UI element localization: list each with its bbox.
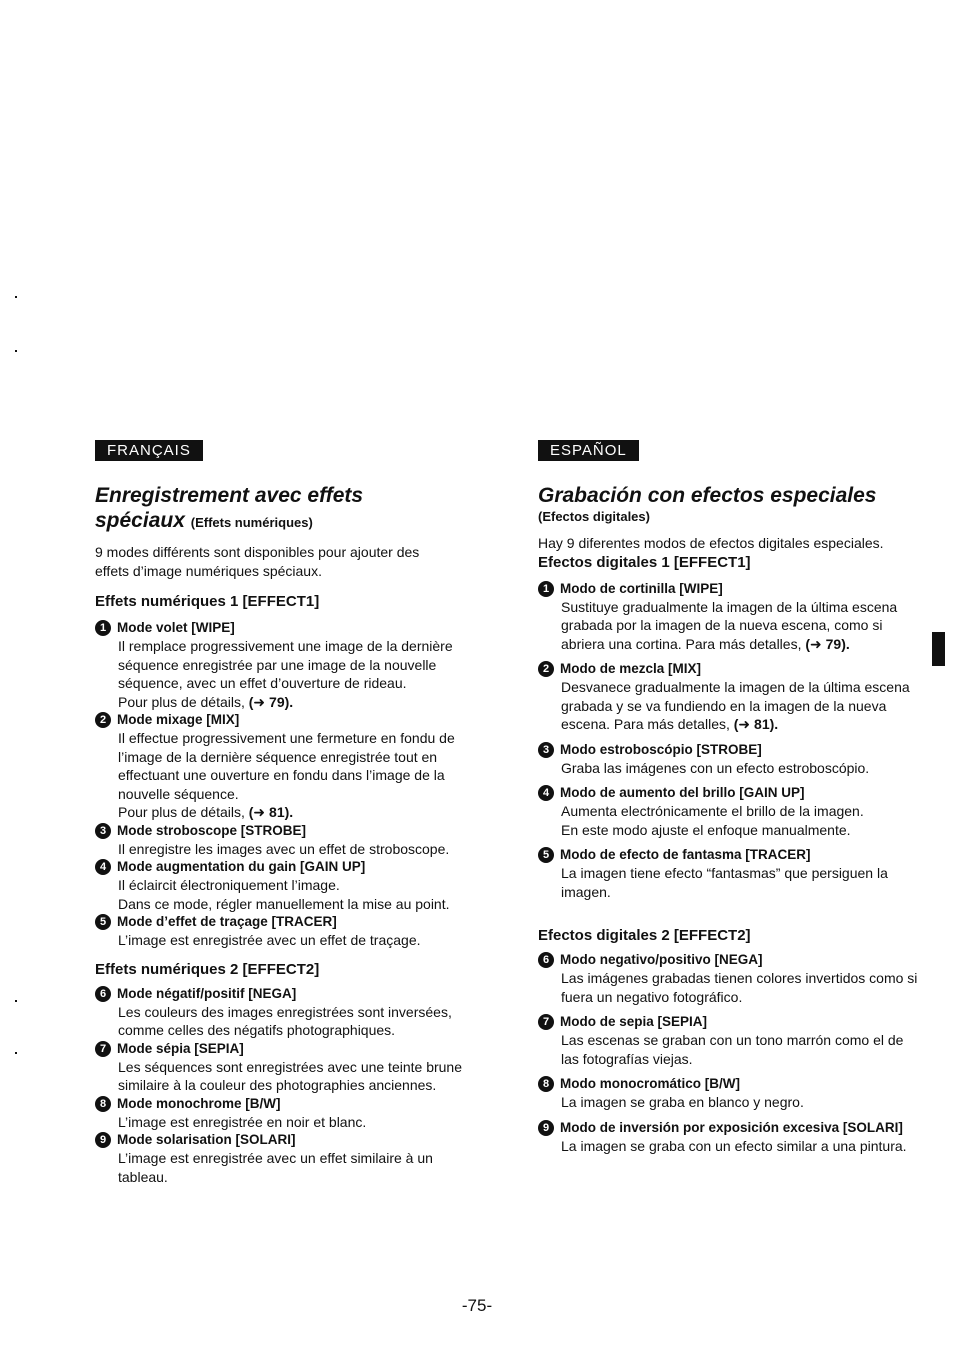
page-title-spanish: Grabación con efectos especiales — [538, 484, 877, 507]
list-item — [95, 822, 485, 859]
item-body-text — [118, 729, 485, 803]
body-text: L’image est enregistrée avec un effet similaire à un tableau. — [118, 1150, 433, 1185]
body-text: Les séquences sont enregistrées avec une teinte brune similaire à la couleur des photographies anciennes. — [118, 1058, 463, 1093]
reference-text: Pour plus de détails, — [118, 804, 249, 820]
body-text: Aumenta electrónicamente el brillo de la imagen. — [561, 803, 864, 819]
item-body-text — [561, 1093, 923, 1112]
page-reference: (➜ 81). — [733, 716, 779, 732]
item-heading — [538, 1013, 923, 1031]
list-item — [95, 1131, 485, 1186]
number-circle-icon: 6 — [95, 986, 111, 1002]
item-title: Modo negativo/positivo [NEGA] — [560, 952, 763, 967]
item-body-text — [118, 931, 485, 950]
item-description — [118, 876, 485, 913]
body-text: Graba las imágenes con un efecto estroboscópio. — [561, 759, 870, 776]
list-item — [538, 951, 923, 1006]
section-heading-effect1: Efectos digitales 1 [EFFECT1] — [538, 553, 751, 571]
number-circle-icon: 8 — [95, 1096, 111, 1112]
item-heading — [95, 1095, 485, 1113]
margin-dot — [15, 1052, 17, 1054]
item-description — [561, 1137, 923, 1156]
number-circle-icon: 2 — [538, 661, 554, 677]
item-title: Modo de inversión por exposición excesiva [SOLARI] — [560, 1119, 903, 1135]
list-item — [538, 846, 923, 901]
section-heading-effect1: Effets numériques 1 [EFFECT1] — [95, 593, 320, 610]
item-description — [118, 637, 485, 711]
page-reference: (➜ 81). — [248, 804, 294, 820]
item-body-text — [118, 1113, 485, 1132]
item-body-text — [561, 864, 923, 901]
item-heading — [538, 951, 923, 969]
body-text: Las imágenes grabadas tienen colores invertidos como si fuera un negativo fotográfico. — [561, 970, 918, 1005]
item-body-text — [118, 1058, 485, 1095]
number-circle-icon: 7 — [95, 1041, 111, 1057]
item-title: Mode augmentation du gain [GAIN UP] — [117, 859, 366, 874]
item-title: Modo de sepia [SEPIA] — [560, 1014, 708, 1029]
number-circle-icon: 2 — [95, 712, 111, 728]
body-text: Il remplace progressivement une image de la dernière séquence enregistrée par une image de la nouvelle séquence, avec un effet d’ouverture de rideau. — [118, 638, 453, 691]
item-body-text — [561, 969, 923, 1006]
item-body-text — [561, 598, 923, 654]
item-description — [118, 1003, 485, 1040]
margin-dot — [15, 296, 17, 298]
item-title: Modo de cortinilla [WIPE] — [560, 580, 723, 596]
item-title: Mode monochrome [B/W] — [117, 1095, 281, 1111]
list-item — [95, 711, 485, 822]
item-title: Modo de efecto de fantasma [TRACER] — [560, 847, 811, 862]
list-item — [95, 1095, 485, 1132]
number-circle-icon: 1 — [95, 620, 111, 636]
intro-text: 9 modes différents sont disponibles pour ajouter des effets d’image numériques spéciaux. — [95, 544, 420, 579]
number-circle-icon: 3 — [538, 742, 554, 758]
item-description — [118, 840, 485, 859]
list-item — [538, 784, 923, 839]
item-title: Mode stroboscope [STROBE] — [117, 822, 307, 838]
body-text: La imagen se graba en blanco y negro. — [561, 1094, 804, 1110]
item-body-text — [561, 1137, 923, 1156]
body-text: Las escenas se graban con un tono marrón como el de las fotografías viejas. — [561, 1032, 904, 1067]
page-title-french — [95, 483, 485, 535]
item-body-note: En este modo ajuste el enfoque manualmente. — [561, 821, 851, 838]
item-title: Modo estroboscópio [STROBE] — [560, 741, 762, 757]
item-heading — [95, 985, 485, 1003]
item-heading — [538, 741, 923, 759]
item-heading — [538, 784, 923, 802]
item-heading — [538, 580, 923, 598]
item-heading — [538, 1075, 923, 1093]
item-body-text — [118, 637, 485, 693]
number-circle-icon: 1 — [538, 581, 554, 597]
list-item — [538, 1013, 923, 1068]
list-item — [95, 1040, 485, 1095]
number-circle-icon: 5 — [95, 914, 111, 930]
reference-line — [118, 803, 485, 822]
number-circle-icon: 6 — [538, 952, 554, 968]
item-description — [561, 864, 923, 901]
number-circle-icon: 8 — [538, 1076, 554, 1092]
number-circle-icon: 7 — [538, 1014, 554, 1030]
number-circle-icon: 9 — [538, 1120, 554, 1136]
number-circle-icon: 9 — [95, 1132, 111, 1148]
body-text: L’image est enregistrée en noir et blanc. — [118, 1113, 367, 1130]
item-body-text — [561, 802, 923, 821]
item-heading — [95, 858, 485, 876]
item-description — [561, 1031, 923, 1068]
item-body-text — [118, 876, 485, 895]
spanish-column — [538, 440, 923, 1162]
section-heading-effect2: Efectos digitales 2 [EFFECT2] — [538, 927, 751, 944]
item-description — [118, 1058, 485, 1095]
effect2-list — [538, 951, 923, 1155]
list-item — [538, 660, 923, 734]
item-heading — [538, 846, 923, 864]
intro-text: Hay 9 diferentes modos de efectos digitales especiales. — [538, 535, 884, 551]
title-subtitle: (Efectos digitales) — [538, 509, 650, 524]
item-heading — [95, 1131, 485, 1149]
list-item — [538, 1119, 923, 1156]
effect1-list — [538, 580, 923, 902]
margin-dot — [15, 1000, 17, 1002]
list-item — [95, 619, 485, 711]
language-tab-french: FRANÇAIS — [95, 440, 203, 461]
item-description — [561, 1093, 923, 1112]
item-heading — [95, 711, 485, 729]
item-body-text — [561, 678, 923, 734]
item-heading — [538, 660, 923, 678]
item-body-text — [118, 1003, 485, 1040]
item-title: Mode mixage [MIX] — [117, 712, 240, 727]
item-heading — [95, 1040, 485, 1058]
item-title: Modo de aumento del brillo [GAIN UP] — [560, 785, 805, 800]
item-description — [561, 802, 923, 839]
body-text: La imagen se graba con un efecto similar a una pintura. — [561, 1137, 907, 1154]
page-reference: (➜ 79). — [805, 635, 850, 652]
body-text: Sustituye gradualmente la imagen de la última escena grabada por la imagen de la nueva escena, como si abriera una cortina. Para más detalles, — [561, 598, 898, 652]
page-reference: (➜ 79). — [248, 693, 294, 710]
item-heading — [538, 1119, 923, 1137]
item-description — [561, 678, 923, 734]
number-circle-icon: 4 — [538, 785, 554, 801]
item-body-text — [118, 1149, 485, 1186]
title-subtitle: (Effets numériques) — [190, 515, 313, 530]
item-description — [118, 729, 485, 822]
item-description — [118, 931, 485, 950]
item-description — [561, 598, 923, 654]
page-number: -75- — [461, 1296, 493, 1315]
item-description — [561, 969, 923, 1006]
language-tab-spanish: ESPAÑOL — [538, 440, 639, 461]
list-item — [538, 580, 923, 654]
item-description — [118, 1149, 485, 1186]
margin-dot — [15, 350, 17, 352]
list-item — [95, 913, 485, 950]
list-item — [538, 741, 923, 778]
body-text: Il enregistre les images avec un effet de stroboscope. — [118, 840, 450, 857]
item-title: Mode sépia [SEPIA] — [117, 1040, 244, 1056]
item-heading — [95, 619, 485, 637]
body-text: Il éclaircit électroniquement l’image. — [118, 877, 340, 893]
list-item — [538, 1075, 923, 1112]
reference-text: Pour plus de détails, — [118, 693, 249, 710]
body-text: L’image est enregistrée avec un effet de traçage. — [118, 932, 421, 948]
french-column — [95, 440, 485, 1186]
effect1-list — [95, 619, 485, 950]
thumb-index-tab — [932, 632, 945, 666]
item-description — [561, 759, 923, 778]
item-heading — [95, 822, 485, 840]
item-title: Mode solarisation [SOLARI] — [117, 1132, 296, 1147]
reference-line — [118, 693, 485, 712]
list-item — [95, 985, 485, 1040]
body-text: La imagen tiene efecto “fantasmas” que persiguen la imagen. — [561, 865, 888, 900]
number-circle-icon: 3 — [95, 823, 111, 839]
item-title: Mode d’effet de traçage [TRACER] — [117, 914, 337, 929]
item-description — [118, 1113, 485, 1132]
title-line-1: Enregistrement avec effets — [95, 484, 364, 507]
item-body-text — [561, 1031, 923, 1068]
section-heading-effect2: Effets numériques 2 [EFFECT2] — [95, 960, 320, 978]
item-title: Mode volet [WIPE] — [117, 620, 235, 635]
title-line-2: spéciaux — [95, 509, 185, 532]
number-circle-icon: 4 — [95, 859, 111, 875]
item-body-text — [118, 840, 485, 859]
body-text: Il effectue progressivement une fermeture en fondu de l’image de la dernière séquence enregistrée tout en effectuant une ouverture en fondu dans l’image de la nouvelle séquence. — [118, 730, 455, 802]
body-text: Desvanece gradualmente la imagen de la última escena grabada y se va fundiendo en la imagen de la nueva escena. Para más detalles, — [561, 679, 910, 732]
list-item — [95, 858, 485, 913]
item-body-text — [561, 759, 923, 778]
item-heading — [95, 913, 485, 931]
number-circle-icon: 5 — [538, 847, 554, 863]
item-title: Modo de mezcla [MIX] — [560, 661, 702, 676]
effect2-list — [95, 985, 485, 1187]
item-body-note: Dans ce mode, régler manuellement la mise au point. — [118, 895, 450, 912]
item-title: Mode négatif/positif [NEGA] — [117, 985, 297, 1001]
body-text: Les couleurs des images enregistrées sont inversées, comme celles des négatifs photographiques. — [118, 1003, 452, 1038]
item-title: Modo monocromático [B/W] — [560, 1076, 740, 1091]
